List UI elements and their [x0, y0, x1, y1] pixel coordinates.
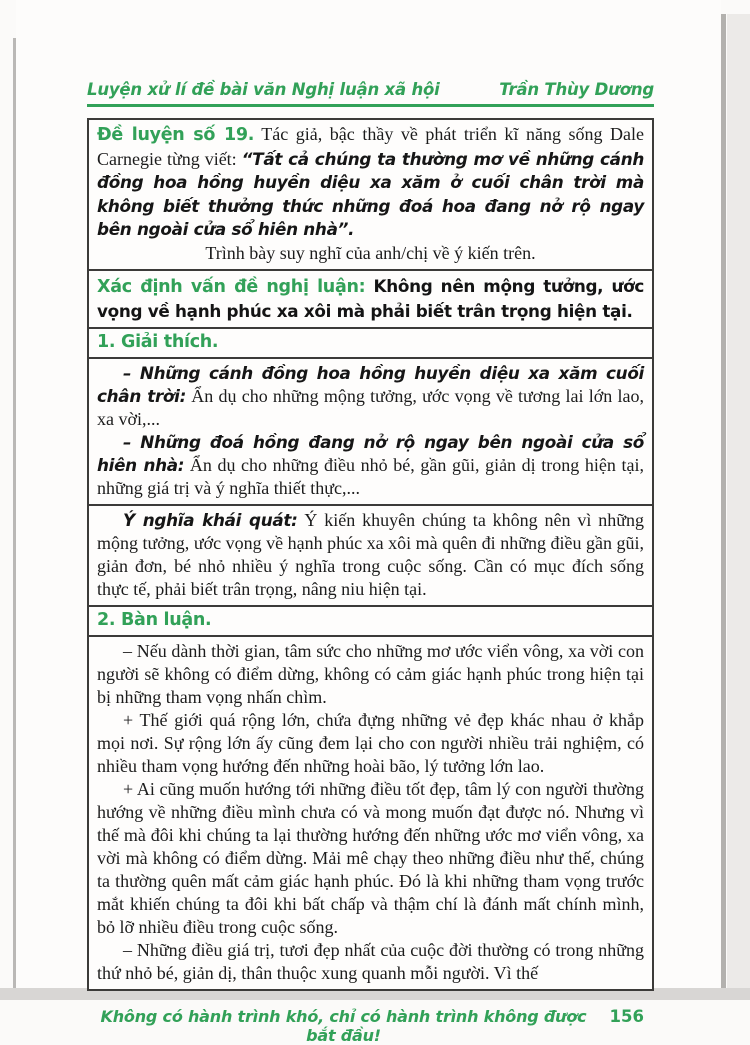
- exercise-number-label: Đề luyện số 19.: [97, 125, 255, 145]
- running-footer: [87, 1007, 654, 1045]
- page-left-edge-shadow: [13, 38, 16, 988]
- section1-summary-row: [89, 504, 652, 605]
- definition-text: Ẩn dụ cho những điều nhỏ bé, gần gũi, giản dị trong hiện tại, những giá trị và ý nghĩa thiết thực,...: [97, 455, 644, 498]
- topic-statement: Không nên mộng tưởng, ước vọng về hạnh phúc xa xôi mà phải biết trân trọng hiện tại.: [97, 276, 644, 321]
- exercise-task-text: Trình bày suy nghĩ của anh/chị về ý kiến trên.: [205, 242, 536, 263]
- topic-row: [89, 269, 652, 327]
- topic-label: Xác định vấn đề nghị luận:: [97, 277, 366, 297]
- discussion-paragraph: – Những điều giá trị, tươi đẹp nhất của cuộc đời thường có trong những thứ nhỏ bé, giản dị, thân thuộc xung quanh mỗi người. Vì thế: [97, 940, 644, 983]
- exercise-intro-text: Tác giả, bậc thầy về phát triển kĩ năng sống Dale Carnegie từng viết:: [97, 124, 645, 169]
- exercise-table: [87, 118, 654, 991]
- page-content: [87, 0, 654, 1045]
- discussion-paragraph: + Ai cũng muốn hướng tới những điều tốt đẹp, tâm lý con người thường hướng về những điều mình chưa có và mong muốn đạt được nó. Nhưng vì thế mà đôi khi chúng ta lại thường hướng đến những ước mơ viển vông, xa vời mà không có điểm dừng. Mải mê chạy theo những điều như thế, chúng ta thường quên mất cảm giác hạnh phúc. Đó là khi những tham vọng trước mắt khiến chúng ta đôi khi bất chấp và thậm chí là đánh mất chính mình, bỏ lỡ nhiều điều trong cuộc sống.: [97, 779, 644, 937]
- section1-heading: 1. Giải thích.: [89, 327, 652, 357]
- definition-item: [97, 431, 644, 500]
- running-header: [87, 80, 654, 99]
- discussion-paragraph: + Thế giới quá rộng lớn, chứa đựng những vẻ đẹp khác nhau ở khắp mọi nơi. Sự rộng lớn ấy cũng đem lại cho con người nhiều trải nghiệm, có nhiều tham vọng hướng đến những hoài bão, lý tưởng lớn lao.: [97, 710, 644, 776]
- definition-term: – Những đoá hồng đang nở rộ ngay bên ngoài cửa sổ hiên nhà:: [97, 432, 644, 475]
- definition-text: Ẩn dụ cho những mộng tưởng, ước vọng về tương lai lớn lao, xa vời,...: [97, 386, 644, 429]
- book-title: Luyện xử lí đề bài văn Nghị luận xã hội: [87, 80, 440, 99]
- exercise-prompt-row: [89, 120, 652, 269]
- header-rule: [87, 104, 654, 107]
- section2-discussion-row: [89, 635, 652, 989]
- summary-text: Ý kiến khuyên chúng ta không nên vì những mộng tưởng, ước vọng về hạnh phúc xa xôi mà quên đi những điều gần gũi, giản đơn, bé nhỏ nhiều ý nghĩa trong cuộc sống. Cần có mục đích sống thực tế, phải biết trân trọng, nâng niu hiện tại.: [97, 510, 644, 599]
- page-right-margin: [727, 14, 750, 988]
- page-number: 156: [609, 1007, 644, 1026]
- exercise-prompt: [97, 123, 644, 242]
- page-right-edge-shadow: [721, 14, 726, 988]
- discussion-paragraph: – Nếu dành thời gian, tâm sức cho những mơ ước viển vông, xa vời con người sẽ không có điểm dừng, không có cảm giác hạnh phúc trong hiện tại bị những tham vọng nhấn chìm.: [97, 641, 644, 707]
- exercise-quote-text: “Tất cả chúng ta thường mơ về những cánh đồng hoa hồng huyền diệu xa xăm ở cuối chân trời mà không biết thưởng thức những đoá hoa đang nở rộ ngay bên ngoài cửa sổ hiên nhà”.: [97, 148, 644, 239]
- footer-motto: Không có hành trình khó, chỉ có hành trình không được bắt đầu!: [100, 1007, 587, 1045]
- definition-item: [97, 362, 644, 431]
- summary-label: Ý nghĩa khái quát:: [123, 510, 298, 530]
- definition-term: – Những cánh đồng hoa hồng huyền diệu xa xăm cuối chân trời:: [97, 363, 644, 406]
- author-name: Trần Thùy Dương: [499, 80, 654, 99]
- summary-paragraph: [97, 509, 644, 601]
- section2-heading: 2. Bàn luận.: [89, 605, 652, 635]
- section1-definitions-row: [89, 357, 652, 504]
